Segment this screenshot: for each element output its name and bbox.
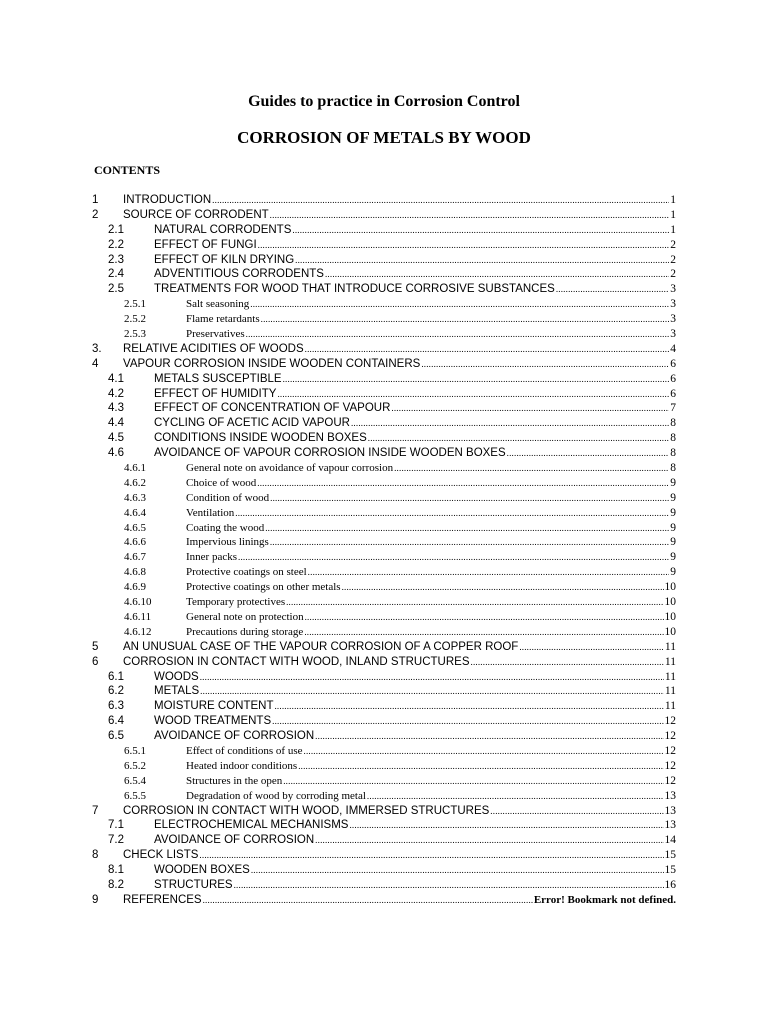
toc-entry[interactable] bbox=[0, 670, 768, 685]
toc-entry-number: 6.3 bbox=[108, 700, 124, 713]
toc-entry-label[interactable]: Heated indoor conditions bbox=[186, 759, 298, 772]
toc-entry-label[interactable]: CORROSION IN CONTACT WITH WOOD, IMMERSED STRUCTURES bbox=[123, 804, 490, 817]
toc-entry-number: 6.2 bbox=[108, 685, 124, 698]
toc-entry-line bbox=[186, 565, 676, 580]
toc-entry-label[interactable]: Impervious linings bbox=[186, 536, 269, 549]
toc-entry-line bbox=[154, 714, 676, 729]
toc-entry[interactable] bbox=[0, 282, 768, 297]
toc-entry-number: 4.6.3 bbox=[124, 491, 146, 504]
toc-entry-number: 4 bbox=[92, 357, 99, 370]
toc-entry-number: 4.6.1 bbox=[124, 462, 146, 475]
dot-leader bbox=[421, 357, 669, 372]
toc-entry-line bbox=[154, 401, 676, 416]
toc-entry-label[interactable]: WOODS bbox=[154, 670, 199, 683]
dot-leader bbox=[292, 223, 669, 238]
toc-entry[interactable] bbox=[0, 193, 768, 208]
toc-entry-line bbox=[154, 416, 676, 431]
toc-entry-line bbox=[186, 759, 676, 774]
toc-entry-page-number: 6 bbox=[670, 387, 676, 400]
toc-entry-number: 4.3 bbox=[108, 402, 124, 415]
toc-entry[interactable] bbox=[0, 327, 768, 342]
toc-entry-line bbox=[154, 431, 676, 446]
toc-entry-line bbox=[154, 238, 676, 253]
toc-entry-page-number: 8 bbox=[670, 462, 676, 475]
toc-entry-page-number: 1 bbox=[670, 208, 676, 221]
dot-leader bbox=[342, 580, 664, 595]
toc-entry-line bbox=[154, 863, 676, 878]
toc-entry-page-number: 12 bbox=[664, 730, 676, 743]
toc-entry[interactable] bbox=[0, 893, 768, 908]
toc-entry-page-number: 9 bbox=[670, 536, 676, 549]
toc-entry-label[interactable]: AN UNUSUAL CASE OF THE VAPOUR CORROSION OF A COPPER ROOF bbox=[123, 640, 519, 653]
dot-leader bbox=[298, 759, 663, 774]
toc-entry[interactable] bbox=[0, 818, 768, 833]
toc-entry-number: 4.6.4 bbox=[124, 506, 146, 519]
toc-entry-label[interactable]: METALS bbox=[154, 685, 200, 698]
toc-entry-number: 6.1 bbox=[108, 670, 124, 683]
toc-entry-label[interactable]: RELATIVE ACIDITIES OF WOODS bbox=[123, 342, 304, 355]
toc-entry[interactable] bbox=[0, 878, 768, 893]
toc-entry-number: 2.3 bbox=[108, 253, 124, 266]
dot-leader bbox=[270, 491, 669, 506]
toc-entry-line bbox=[123, 357, 676, 372]
toc-entry-page-number: 11 bbox=[664, 640, 676, 653]
toc-entry-line bbox=[123, 848, 676, 863]
toc-entry-page-number: 9 bbox=[670, 491, 676, 504]
dot-leader bbox=[257, 476, 669, 491]
toc-entry-number: 5 bbox=[92, 640, 99, 653]
dot-leader bbox=[270, 535, 669, 550]
toc-entry-line bbox=[123, 193, 676, 208]
toc-entry-number: 6.5.1 bbox=[124, 744, 146, 757]
toc-entry[interactable] bbox=[0, 744, 768, 759]
toc-entry-line bbox=[186, 491, 676, 506]
toc-entry-label[interactable]: Flame retardants bbox=[186, 313, 260, 326]
toc-entry[interactable] bbox=[0, 550, 768, 565]
toc-entry-label[interactable]: MOISTURE CONTENT bbox=[154, 700, 274, 713]
toc-entry-line bbox=[123, 893, 676, 908]
toc-entry-number: 7.1 bbox=[108, 819, 124, 832]
toc-entry-number: 2.1 bbox=[108, 223, 124, 236]
table-of-contents bbox=[0, 193, 768, 908]
toc-entry-line bbox=[186, 535, 676, 550]
toc-entry-line bbox=[123, 342, 676, 357]
toc-entry-number: 8 bbox=[92, 849, 99, 862]
toc-entry-line bbox=[154, 699, 676, 714]
toc-entry[interactable] bbox=[0, 416, 768, 431]
toc-entry-number: 8.1 bbox=[108, 864, 124, 877]
toc-entry-page-number: 14 bbox=[664, 834, 676, 847]
toc-entry-page-number: 13 bbox=[664, 819, 676, 832]
dot-leader bbox=[367, 789, 664, 804]
toc-entry-number: 2 bbox=[92, 208, 99, 221]
toc-entry-label[interactable]: STRUCTURES bbox=[154, 878, 233, 891]
toc-entry-line bbox=[154, 878, 676, 893]
toc-entry[interactable] bbox=[0, 729, 768, 744]
dot-leader bbox=[238, 550, 669, 565]
toc-entry-page-number: 3 bbox=[670, 283, 676, 296]
toc-entry[interactable] bbox=[0, 699, 768, 714]
toc-entry-page-number: 10 bbox=[664, 625, 676, 638]
toc-entry-line bbox=[186, 595, 676, 610]
toc-entry-number: 4.1 bbox=[108, 372, 124, 385]
toc-entry-label[interactable]: General note on protection bbox=[186, 610, 304, 623]
dot-leader bbox=[315, 729, 663, 744]
toc-entry-number: 3. bbox=[92, 342, 102, 355]
dot-leader bbox=[368, 431, 669, 446]
toc-entry-number: 9 bbox=[92, 893, 99, 906]
toc-entry-page-number: 11 bbox=[664, 670, 676, 683]
toc-entry[interactable] bbox=[0, 804, 768, 819]
toc-entry[interactable] bbox=[0, 461, 768, 476]
toc-entry[interactable] bbox=[0, 580, 768, 595]
toc-entry-line bbox=[186, 312, 676, 327]
toc-entry-label[interactable]: EFFECT OF KILN DRYING bbox=[154, 253, 295, 266]
dot-leader bbox=[283, 372, 670, 387]
toc-entry-label[interactable]: NATURAL CORRODENTS bbox=[154, 223, 292, 236]
dot-leader bbox=[246, 327, 670, 342]
toc-entry-line bbox=[186, 327, 676, 342]
toc-entry-label[interactable]: Degradation of wood by corroding metal bbox=[186, 789, 366, 802]
toc-entry-label[interactable]: Condition of wood bbox=[186, 491, 270, 504]
toc-entry-number: 4.6.8 bbox=[124, 566, 146, 579]
toc-entry-line bbox=[186, 789, 676, 804]
toc-entry-page-number: 8 bbox=[670, 432, 676, 445]
dot-leader bbox=[305, 610, 664, 625]
toc-entry-label[interactable]: EFFECT OF FUNGI bbox=[154, 238, 257, 251]
toc-entry-label[interactable]: Precautions during storage bbox=[186, 625, 304, 638]
dot-leader bbox=[265, 521, 669, 536]
toc-entry-number: 6.4 bbox=[108, 715, 124, 728]
toc-entry-page-number: 8 bbox=[670, 447, 676, 460]
toc-entry-number: 6.5.5 bbox=[124, 789, 146, 802]
toc-entry-label[interactable]: EFFECT OF CONCENTRATION OF VAPOUR bbox=[154, 402, 391, 415]
dot-leader bbox=[295, 253, 669, 268]
toc-entry-label[interactable]: Structures in the open bbox=[186, 774, 283, 787]
toc-entry[interactable] bbox=[0, 625, 768, 640]
toc-entry-label[interactable]: EFFECT OF HUMIDITY bbox=[154, 387, 277, 400]
toc-entry-error-text: Error! Bookmark not defined. bbox=[533, 893, 676, 906]
toc-entry-line bbox=[154, 282, 676, 297]
toc-entry-page-number: 2 bbox=[670, 268, 676, 281]
dot-leader bbox=[394, 461, 669, 476]
toc-entry[interactable] bbox=[0, 357, 768, 372]
toc-entry-number: 7 bbox=[92, 804, 99, 817]
toc-entry-page-number: 10 bbox=[664, 596, 676, 609]
toc-entry-page-number: 8 bbox=[670, 417, 676, 430]
toc-entry-page-number: 9 bbox=[670, 506, 676, 519]
dot-leader bbox=[490, 804, 663, 819]
toc-entry[interactable] bbox=[0, 387, 768, 402]
toc-entry[interactable] bbox=[0, 401, 768, 416]
toc-entry[interactable] bbox=[0, 521, 768, 536]
toc-entry-page-number: 12 bbox=[664, 759, 676, 772]
toc-entry-page-number: 2 bbox=[670, 238, 676, 251]
toc-entry-line bbox=[154, 372, 676, 387]
toc-entry-number: 4.6.2 bbox=[124, 476, 146, 489]
toc-entry-number: 4.6 bbox=[108, 447, 124, 460]
toc-entry-number: 4.6.7 bbox=[124, 551, 146, 564]
toc-entry-line bbox=[154, 267, 676, 282]
toc-entry-page-number: 15 bbox=[664, 849, 676, 862]
dot-leader bbox=[286, 595, 663, 610]
dot-leader bbox=[283, 774, 663, 789]
dot-leader bbox=[212, 193, 669, 208]
dot-leader bbox=[305, 342, 670, 357]
toc-entry[interactable] bbox=[0, 342, 768, 357]
toc-entry[interactable] bbox=[0, 297, 768, 312]
dot-leader bbox=[261, 312, 670, 327]
toc-entry-line bbox=[186, 580, 676, 595]
dot-leader bbox=[199, 848, 663, 863]
toc-entry-label[interactable]: Protective coatings on other metals bbox=[186, 581, 341, 594]
toc-entry-number: 4.6.5 bbox=[124, 521, 146, 534]
toc-entry-line bbox=[186, 774, 676, 789]
toc-entry-label[interactable]: AVOIDANCE OF CORROSION bbox=[154, 834, 315, 847]
toc-entry[interactable] bbox=[0, 610, 768, 625]
toc-entry-number: 6.5.4 bbox=[124, 774, 146, 787]
toc-entry-page-number: 11 bbox=[664, 685, 676, 698]
toc-entry-label[interactable]: Salt seasoning bbox=[186, 298, 250, 311]
toc-entry-line bbox=[154, 729, 676, 744]
toc-entry-line bbox=[186, 550, 676, 565]
toc-entry-page-number: 9 bbox=[670, 521, 676, 534]
toc-entry-number: 4.6.10 bbox=[124, 596, 152, 609]
toc-entry-number: 4.4 bbox=[108, 417, 124, 430]
toc-entry[interactable] bbox=[0, 789, 768, 804]
toc-entry-line bbox=[186, 625, 676, 640]
toc-entry-label[interactable]: WOODEN BOXES bbox=[154, 864, 250, 877]
toc-entry-number: 4.5 bbox=[108, 432, 124, 445]
dot-leader bbox=[519, 640, 664, 655]
toc-entry-label[interactable]: Coating the wood bbox=[186, 521, 265, 534]
toc-entry-label[interactable]: INTRODUCTION bbox=[123, 194, 212, 206]
toc-entry[interactable] bbox=[0, 640, 768, 655]
toc-entry-page-number: 9 bbox=[670, 551, 676, 564]
toc-entry-number: 4.2 bbox=[108, 387, 124, 400]
dot-leader bbox=[272, 714, 663, 729]
toc-entry-page-number: 9 bbox=[670, 566, 676, 579]
toc-entry[interactable] bbox=[0, 431, 768, 446]
dot-leader bbox=[270, 208, 670, 223]
toc-entry[interactable] bbox=[0, 684, 768, 699]
toc-entry-line bbox=[186, 610, 676, 625]
toc-entry[interactable] bbox=[0, 372, 768, 387]
toc-entry-number: 2.5 bbox=[108, 283, 124, 296]
toc-entry-page-number: 2 bbox=[670, 253, 676, 266]
dot-leader bbox=[251, 863, 664, 878]
toc-entry[interactable] bbox=[0, 863, 768, 878]
toc-entry-number: 2.5.3 bbox=[124, 328, 146, 341]
toc-entry-number: 6 bbox=[92, 655, 99, 668]
toc-entry-page-number: 6 bbox=[670, 372, 676, 385]
toc-entry[interactable] bbox=[0, 446, 768, 461]
toc-entry-page-number: 1 bbox=[670, 194, 676, 206]
toc-entry-line bbox=[154, 670, 676, 685]
toc-entry[interactable] bbox=[0, 759, 768, 774]
toc-entry-line bbox=[186, 506, 676, 521]
toc-entry-number: 7.2 bbox=[108, 834, 124, 847]
toc-entry-number: 4.6.12 bbox=[124, 625, 152, 638]
toc-entry[interactable] bbox=[0, 253, 768, 268]
dot-leader bbox=[304, 744, 664, 759]
toc-entry-label[interactable]: REFERENCES bbox=[123, 893, 202, 906]
toc-entry-label[interactable]: TREATMENTS FOR WOOD THAT INTRODUCE CORROSIVE SUBSTANCES bbox=[154, 283, 555, 296]
dot-leader bbox=[351, 416, 669, 431]
toc-entry[interactable] bbox=[0, 714, 768, 729]
toc-entry-number: 8.2 bbox=[108, 878, 124, 891]
toc-entry-line bbox=[186, 476, 676, 491]
toc-entry-number: 4.6.9 bbox=[124, 581, 146, 594]
toc-entry-page-number: 12 bbox=[664, 774, 676, 787]
dot-leader bbox=[200, 670, 664, 685]
toc-entry-page-number: 10 bbox=[664, 581, 676, 594]
toc-entry-line bbox=[154, 446, 676, 461]
dot-leader bbox=[277, 387, 669, 402]
toc-entry-label[interactable]: Temporary protectives bbox=[186, 596, 286, 609]
toc-entry-line bbox=[154, 387, 676, 402]
toc-entry-page-number: 11 bbox=[664, 655, 676, 668]
dot-leader bbox=[274, 699, 663, 714]
toc-entry-label[interactable]: ADVENTITIOUS CORRODENTS bbox=[154, 268, 324, 281]
toc-entry-line bbox=[186, 461, 676, 476]
toc-entry-page-number: 9 bbox=[670, 476, 676, 489]
toc-entry-label[interactable]: Protective coatings on steel bbox=[186, 566, 307, 579]
toc-entry-label[interactable]: ELECTROCHEMICAL MECHANISMS bbox=[154, 819, 349, 832]
dot-leader bbox=[391, 401, 669, 416]
toc-entry[interactable] bbox=[0, 774, 768, 789]
toc-entry-page-number: 7 bbox=[670, 402, 676, 415]
toc-entry-page-number: 11 bbox=[664, 700, 676, 713]
toc-entry-line bbox=[123, 655, 676, 670]
toc-entry-number: 6.5.2 bbox=[124, 759, 146, 772]
toc-entry[interactable] bbox=[0, 833, 768, 848]
toc-entry[interactable] bbox=[0, 535, 768, 550]
dot-leader bbox=[556, 282, 669, 297]
toc-entry-line bbox=[154, 253, 676, 268]
dot-leader bbox=[471, 655, 664, 670]
contents-heading: CONTENTS bbox=[94, 163, 161, 177]
toc-entry[interactable] bbox=[0, 848, 768, 863]
toc-entry[interactable] bbox=[0, 238, 768, 253]
toc-entry-label[interactable]: VAPOUR CORROSION INSIDE WOODEN CONTAINERS bbox=[123, 357, 421, 370]
toc-entry-label[interactable]: AVOIDANCE OF VAPOUR CORROSION INSIDE WOODEN BOXES bbox=[154, 447, 506, 460]
toc-entry-label[interactable]: CYCLING OF ACETIC ACID VAPOUR bbox=[154, 417, 350, 430]
toc-entry[interactable] bbox=[0, 595, 768, 610]
toc-entry-label[interactable]: SOURCE OF CORRODENT bbox=[123, 208, 269, 221]
toc-entry-number: 2.2 bbox=[108, 238, 124, 251]
toc-entry-label[interactable]: CONDITIONS INSIDE WOODEN BOXES bbox=[154, 432, 367, 445]
toc-entry-page-number: 6 bbox=[670, 357, 676, 370]
toc-entry-page-number: 12 bbox=[664, 744, 676, 757]
dot-leader bbox=[200, 684, 664, 699]
toc-entry-line bbox=[186, 744, 676, 759]
toc-entry-line bbox=[123, 640, 676, 655]
toc-entry-label[interactable]: Preservatives bbox=[186, 328, 245, 341]
toc-entry-label[interactable]: CORROSION IN CONTACT WITH WOOD, INLAND STRUCTURES bbox=[123, 655, 470, 668]
dot-leader bbox=[349, 818, 663, 833]
toc-entry-label[interactable]: CHECK LISTS bbox=[123, 849, 199, 862]
toc-entry-label[interactable]: Effect of conditions of use bbox=[186, 744, 303, 757]
toc-entry-label[interactable]: WOOD TREATMENTS bbox=[154, 715, 272, 728]
toc-entry-number: 6.5 bbox=[108, 730, 124, 743]
toc-entry[interactable] bbox=[0, 208, 768, 223]
dot-leader bbox=[315, 833, 663, 848]
toc-entry[interactable] bbox=[0, 476, 768, 491]
toc-entry[interactable] bbox=[0, 655, 768, 670]
dot-leader bbox=[203, 893, 533, 908]
toc-entry-page-number: 4 bbox=[670, 342, 676, 355]
toc-entry-number: 1 bbox=[92, 194, 99, 206]
toc-entry-page-number: 1 bbox=[670, 223, 676, 236]
toc-entry-page-number: 13 bbox=[664, 804, 676, 817]
toc-entry[interactable] bbox=[0, 267, 768, 282]
toc-entry-number: 2.4 bbox=[108, 268, 124, 281]
dot-leader bbox=[234, 878, 664, 893]
toc-entry-page-number: 3 bbox=[670, 313, 676, 326]
toc-entry[interactable] bbox=[0, 565, 768, 580]
toc-entry-line bbox=[154, 684, 676, 699]
toc-entry-number: 2.5.1 bbox=[124, 298, 146, 311]
dot-leader bbox=[308, 565, 670, 580]
toc-entry-label[interactable]: METALS SUSCEPTIBLE bbox=[154, 372, 282, 385]
toc-entry-line bbox=[154, 223, 676, 238]
toc-entry-page-number: 13 bbox=[664, 789, 676, 802]
toc-entry-label[interactable]: Inner packs bbox=[186, 551, 238, 564]
toc-entry-page-number: 15 bbox=[664, 864, 676, 877]
toc-entry-number: 4.6.6 bbox=[124, 536, 146, 549]
toc-entry-line bbox=[123, 804, 676, 819]
toc-entry[interactable] bbox=[0, 506, 768, 521]
toc-entry-line bbox=[186, 297, 676, 312]
dot-leader bbox=[304, 625, 663, 640]
toc-entry-line bbox=[186, 521, 676, 536]
document-title: CORROSION OF METALS BY WOOD bbox=[237, 128, 531, 147]
toc-entry[interactable] bbox=[0, 312, 768, 327]
toc-entry-line bbox=[154, 833, 676, 848]
toc-entry-page-number: 16 bbox=[664, 878, 676, 891]
toc-entry-number: 4.6.11 bbox=[124, 610, 152, 623]
toc-entry-label[interactable]: General note on avoidance of vapour corrosion bbox=[186, 462, 394, 475]
toc-entry[interactable] bbox=[0, 491, 768, 506]
toc-entry-label[interactable]: Choice of wood bbox=[186, 476, 257, 489]
dot-leader bbox=[325, 267, 669, 282]
document-subtitle: Guides to practice in Corrosion Control bbox=[248, 93, 520, 110]
toc-entry-label[interactable]: AVOIDANCE OF CORROSION bbox=[154, 730, 315, 743]
toc-entry-page-number: 3 bbox=[670, 328, 676, 341]
toc-entry[interactable] bbox=[0, 223, 768, 238]
dot-leader bbox=[250, 297, 669, 312]
toc-entry-number: 2.5.2 bbox=[124, 313, 146, 326]
toc-entry-page-number: 3 bbox=[670, 298, 676, 311]
toc-entry-page-number: 12 bbox=[664, 715, 676, 728]
dot-leader bbox=[235, 506, 669, 521]
dot-leader bbox=[258, 238, 670, 253]
toc-entry-line bbox=[154, 818, 676, 833]
toc-entry-page-number: 10 bbox=[664, 610, 676, 623]
dot-leader bbox=[507, 446, 670, 461]
toc-entry-label[interactable]: Ventilation bbox=[186, 506, 235, 519]
toc-entry-line bbox=[123, 208, 676, 223]
